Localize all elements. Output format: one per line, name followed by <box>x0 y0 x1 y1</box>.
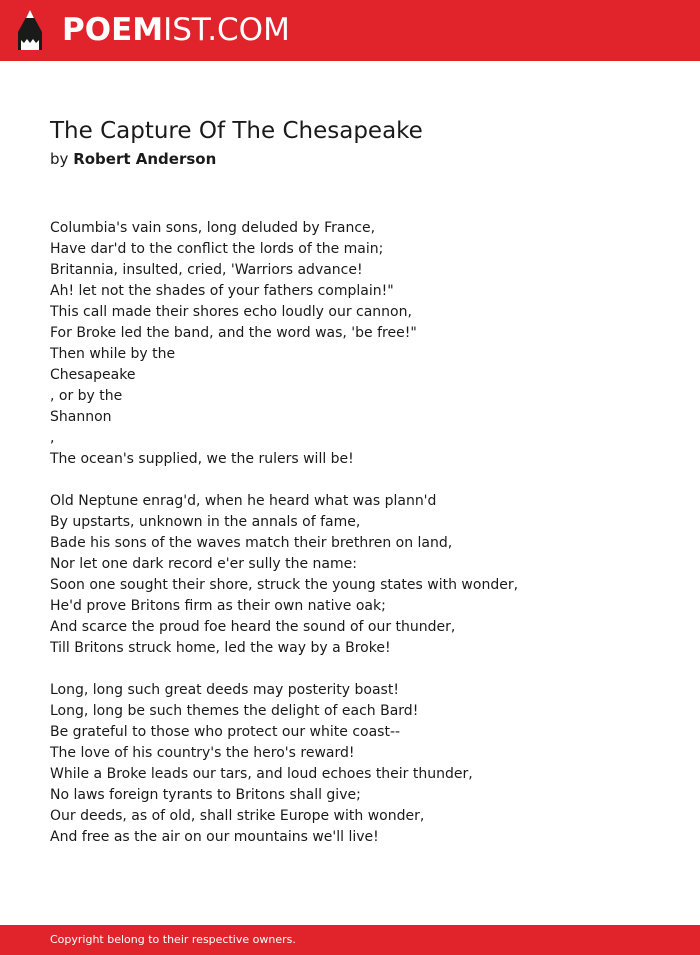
stanza-gap <box>50 470 670 491</box>
stanza-gap <box>50 659 670 680</box>
site-header <box>0 0 700 61</box>
poem-line: By upstarts, unknown in the annals of fame, <box>50 514 361 530</box>
poem-line: And free as the air on our mountains we'll live! <box>50 829 379 845</box>
poem-line: Have dar'd to the conflict the lords of the main; <box>50 241 384 257</box>
poem-line: Till Britons struck home, led the way by a Broke! <box>50 640 391 656</box>
poem-line: Our deeds, as of old, shall strike Europe with wonder, <box>50 808 425 824</box>
site-footer <box>0 925 700 955</box>
stanza <box>50 680 670 848</box>
poem-line: The ocean's supplied, we the rulers will be! <box>50 451 354 467</box>
brand-bold: POEM <box>62 12 164 48</box>
poem-line: Britannia, insulted, cried, 'Warriors advance! <box>50 262 363 278</box>
poem-line: Old Neptune enrag'd, when he heard what was plann'd <box>50 493 437 509</box>
poem-line: Be grateful to those who protect our white coast-- <box>50 724 401 740</box>
by-label: by <box>50 150 69 168</box>
poem-line: While a Broke leads our tars, and loud echoes their thunder, <box>50 766 473 782</box>
poem-line: For Broke led the band, and the word was, 'be free!" <box>50 325 417 341</box>
page-title: The Capture Of The Chesapeake <box>50 118 423 144</box>
poem-line: Chesapeake <box>50 367 136 383</box>
poem-line: Soon one sought their shore, struck the young states with wonder, <box>50 577 519 593</box>
poem-line: No laws foreign tyrants to Britons shall give; <box>50 787 361 803</box>
poem-line: , or by the <box>50 388 123 404</box>
site-logo-text[interactable] <box>62 10 290 50</box>
poem-line: Then while by the <box>50 346 176 362</box>
poem-line: Columbia's vain sons, long deluded by France, <box>50 220 376 236</box>
poem-line: , <box>50 430 55 446</box>
poem-line: Long, long such great deeds may posterity boast! <box>50 682 399 698</box>
poem-line: He'd prove Britons firm as their own native oak; <box>50 598 386 614</box>
author-name: Robert Anderson <box>73 150 217 168</box>
stanza <box>50 491 670 659</box>
stanza <box>50 218 670 470</box>
poem-line: Ah! let not the shades of your fathers complain!" <box>50 283 394 299</box>
poem-line: This call made their shores echo loudly our cannon, <box>50 304 412 320</box>
poem-line: Bade his sons of the waves match their brethren on land, <box>50 535 453 551</box>
brand-light: IST.COM <box>163 12 290 48</box>
copyright-text: Copyright belong to their respective owners. <box>50 933 296 946</box>
poem-body <box>50 218 670 848</box>
byline <box>50 148 216 170</box>
poem-line: And scarce the proud foe heard the sound of our thunder, <box>50 619 456 635</box>
poem-line: Nor let one dark record e'er sully the name: <box>50 556 357 572</box>
pencil-tip-icon[interactable] <box>18 10 42 52</box>
poem-line: Long, long be such themes the delight of each Bard! <box>50 703 419 719</box>
poem-line: The love of his country's the hero's reward! <box>50 745 355 761</box>
poem-line: Shannon <box>50 409 112 425</box>
